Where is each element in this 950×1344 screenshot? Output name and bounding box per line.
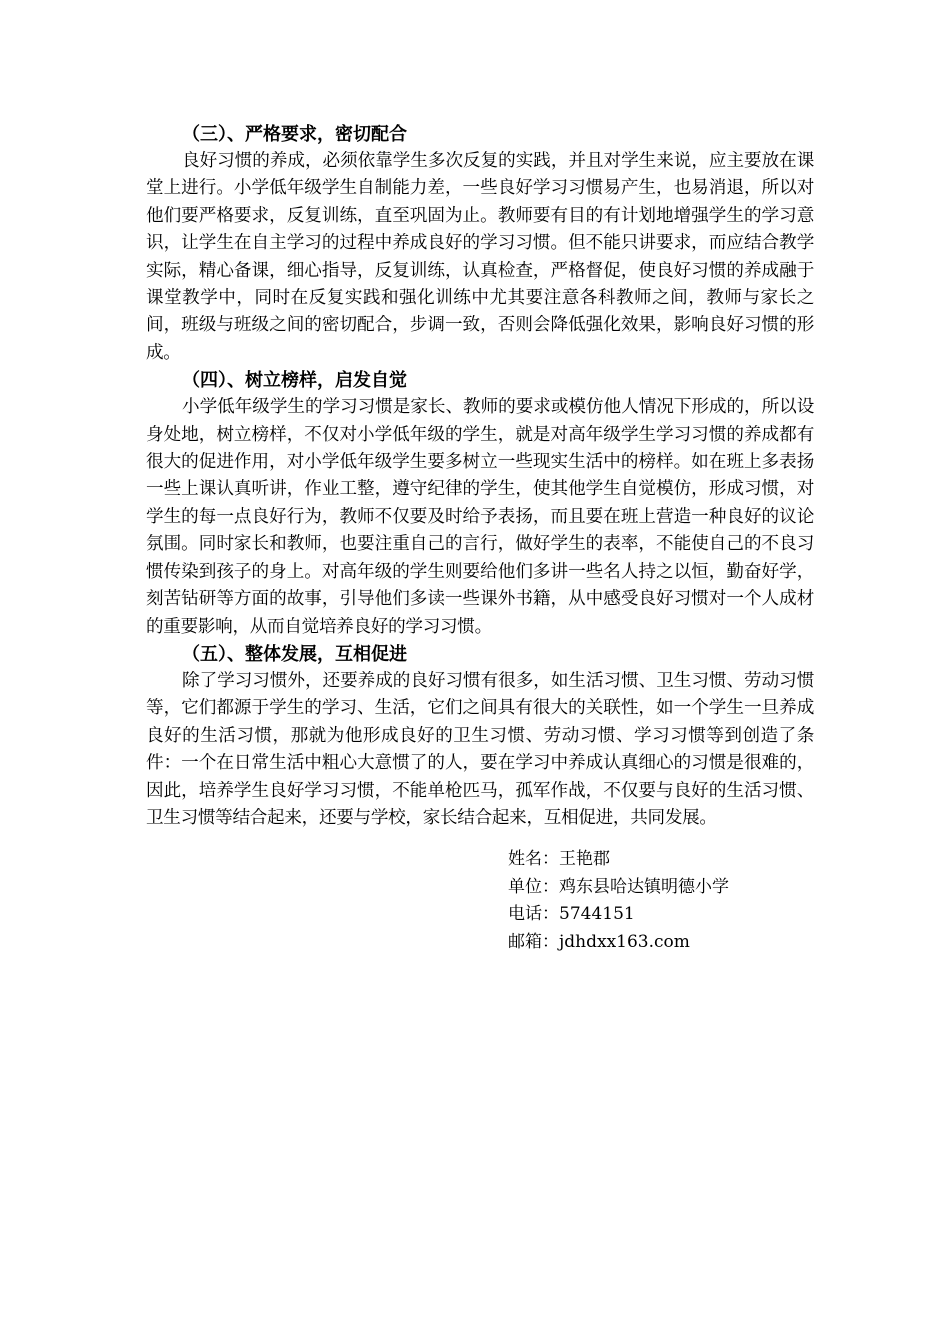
contact-unit-line bbox=[508, 874, 729, 902]
contact-email-value: jdhdxx163.com bbox=[559, 931, 690, 952]
section-heading-3: （三）、严格要求，密切配合 bbox=[182, 124, 407, 145]
section-heading-4: （四）、树立榜样，启发自觉 bbox=[182, 370, 407, 392]
author-contact-block bbox=[508, 846, 729, 956]
contact-phone-line bbox=[508, 901, 729, 929]
contact-email-line bbox=[508, 929, 729, 957]
section-paragraph-5: 除了学习习惯外，还要养成的良好习惯有很多，如生活习惯、卫生习惯、劳动习惯等，它们都源于学生的学习、生活，它们之间具有很大的关联性，如一个学生一旦养成良好的生活习惯，那就为他形成良好的卫生习惯、劳动习惯、学习习惯等到创造了条件：一个在日常生活中粗心大意惯了的人，要在学习中养成认真细心的习惯是很难的，因此，培养学生良好学习习惯，不能单枪匹马，孤军作战，不仅要与良好的生活习惯、卫生习惯等结合起来，还要与学校，家长结合起来，互相促进，共同发展。 bbox=[146, 670, 814, 828]
contact-unit-value: 鸡东县哈达镇明德小学 bbox=[559, 876, 729, 897]
contact-name-value: 王艳郡 bbox=[559, 849, 610, 869]
document-body bbox=[146, 121, 814, 832]
contact-email-label: 邮箱： bbox=[508, 931, 559, 952]
contact-name-line bbox=[508, 846, 729, 874]
contact-phone-value: 5744151 bbox=[559, 904, 635, 924]
section-paragraph-3: 良好习惯的养成，必须依靠学生多次反复的实践，并且对学生来说，应主要放在课堂上进行。小学低年级学生自制能力差，一些良好学习习惯易产生，也易消退，所以对他们要严格要求，反复训练，直至巩固为止。教师要有目的有计划地增强学生的学习意识，让学生在自主学习的过程中养成良好的学习习惯。但不能只讲要求，而应结合教学实际，精心备课，细心指导，反复训练，认真检查，严格督促，使良好习惯的养成融于课堂教学中，同时在反复实践和强化训练中尤其要注意各科教师之间，教师与家长之间，班级与班级之间的密切配合，步调一致，否则会降低强化效果，影响良好习惯的形成。 bbox=[146, 151, 814, 363]
contact-phone-label: 电话： bbox=[508, 904, 559, 924]
contact-name-label: 姓名： bbox=[508, 849, 559, 869]
contact-unit-label: 单位： bbox=[508, 876, 559, 897]
section-heading-5: （五）、整体发展，互相促进 bbox=[182, 643, 407, 665]
section-paragraph-4: 小学低年级学生的学习习惯是家长、教师的要求或模仿他人情况下形成的，所以设身处地，树立榜样，不仅对小学低年级的学生，就是对高年级学生学习习惯的养成都有很大的促进作用，对小学低年级学生要多树立一些现实生活中的榜样。如在班上多表扬一些上课认真听讲，作业工整，遵守纪律的学生，使其他学生自觉模仿，形成习惯，对学生的每一点良好行为，教师不仅要及时给予表扬，而且要在班上营造一种良好的议论氛围。同时家长和教师，也要注重自己的言行，做好学生的表率，不能使自己的不良习惯传染到孩子的身上。对高年级的学生则要给他们多讲一些名人持之以恒，勤奋好学，刻苦钻研等方面的故事，引导他们多读一些课外书籍，从中感受良好习惯对一个人成材的重要影响，从而自觉培养良好的学习习惯。 bbox=[146, 397, 814, 637]
